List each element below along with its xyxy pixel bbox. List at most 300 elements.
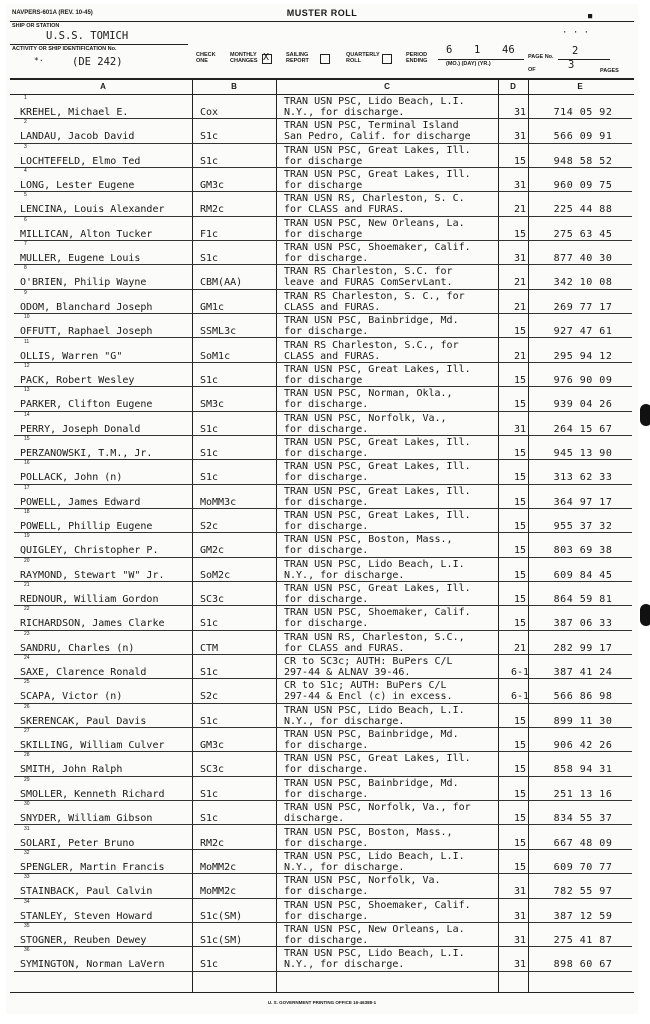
member-rate: S1c xyxy=(200,131,219,143)
member-rate: SC3c xyxy=(200,594,225,605)
row-number: 31 xyxy=(24,825,30,832)
remarks-line-2: N.Y., for discharge. xyxy=(284,569,405,581)
member-name: MILLICAN, Alton Tucker xyxy=(20,228,153,240)
table-row xyxy=(14,874,632,898)
member-name: POLLACK, John (n) xyxy=(20,472,123,484)
column-d-value: 15 xyxy=(513,861,527,873)
monthly-label: MONTHLY CHANGES xyxy=(230,52,258,64)
member-rate: S1c xyxy=(200,715,219,727)
remarks-line-1: TRAN USN PSC, Norfolk, Va., for xyxy=(284,802,471,814)
row-number: 10 xyxy=(24,314,30,321)
row-number: 36 xyxy=(24,947,30,954)
column-d-value: 21 xyxy=(513,350,527,362)
remarks-line-1: TRAN RS Charleston, S.C. for xyxy=(284,266,453,278)
remarks-line-1: CR to S1c; AUTH: BuPers C/L xyxy=(284,680,447,692)
member-rate: MoMM2c xyxy=(200,861,237,873)
column-d-value: 31 xyxy=(513,423,527,435)
remarks-line-1: TRAN USN PSC, Great Lakes, Ill. xyxy=(284,485,471,497)
table-row xyxy=(14,460,632,484)
row-number: 20 xyxy=(24,557,30,564)
table-row xyxy=(14,533,632,557)
member-name: ODOM, Blanchard Joseph xyxy=(20,301,153,313)
service-number: 976 90 09 xyxy=(553,374,613,386)
table-row xyxy=(14,679,632,703)
member-rate: S1c xyxy=(200,472,219,484)
remarks-line-2: 297-44 & ALNAV 39-46. xyxy=(284,667,411,679)
page-no-rule xyxy=(558,59,610,60)
row-number: 26 xyxy=(24,703,30,710)
column-d-value: 6-1 xyxy=(510,691,530,703)
period-rule xyxy=(438,59,524,60)
service-number: 264 15 67 xyxy=(553,423,613,435)
service-number: 898 60 67 xyxy=(553,959,613,971)
quarterly-checkbox xyxy=(382,54,392,64)
member-rate: CTM xyxy=(200,642,219,654)
column-d-value: 31 xyxy=(513,180,527,192)
service-number: 864 59 81 xyxy=(553,594,613,605)
table-row xyxy=(14,558,632,582)
remarks-line-2: for discharge xyxy=(284,180,363,192)
member-name: PACK, Robert Wesley xyxy=(20,374,135,386)
member-name: RICHARDSON, James Clarke xyxy=(20,618,165,630)
column-d-value: 15 xyxy=(513,764,527,776)
member-rate: SSML3c xyxy=(200,326,237,338)
remarks-line-1: TRAN USN RS, Charleston, S.C., xyxy=(284,631,465,643)
row-number: 32 xyxy=(24,849,30,856)
row-number: 34 xyxy=(24,898,30,905)
corner-marks: ■ xyxy=(588,12,593,20)
service-number: 927 47 61 xyxy=(553,326,613,338)
service-number: 387 06 33 xyxy=(553,618,613,630)
column-d-value: 15 xyxy=(513,472,527,484)
member-rate: GM3c xyxy=(200,740,225,752)
page-title: MUSTER ROLL xyxy=(286,8,358,18)
ship-name: U.S.S. TOMICH xyxy=(46,30,129,42)
row-number: 4 xyxy=(24,168,27,175)
row-number: 29 xyxy=(24,776,30,783)
remarks-line-1: TRAN USN PSC, Shoemaker, Calif. xyxy=(284,242,471,254)
page-no: 2 xyxy=(572,45,579,57)
row-number: 9 xyxy=(24,289,27,296)
column-d-value: 15 xyxy=(513,228,527,240)
period-month: 6 xyxy=(446,44,453,56)
remarks-line-2: for discharge. xyxy=(284,472,369,484)
remarks-line-1: TRAN USN PSC, Boston, Mass., xyxy=(284,534,453,546)
member-rate: S1c(SM) xyxy=(200,910,243,922)
service-number: 313 62 33 xyxy=(553,472,613,484)
column-d-value: 15 xyxy=(513,374,527,386)
row-number: 6 xyxy=(24,216,27,223)
member-rate: S1c xyxy=(200,667,219,679)
member-name: SKERENCAK, Paul Davis xyxy=(20,715,147,727)
remarks-line-1: TRAN USN PSC, Bainbridge, Md. xyxy=(284,777,459,789)
table-row xyxy=(14,217,632,241)
service-number: 275 63 45 xyxy=(553,228,613,240)
column-d-value: 31 xyxy=(513,107,527,118)
remarks-line-1: TRAN USN PSC, Lido Beach, L.I. xyxy=(284,704,465,716)
column-head-a: A xyxy=(100,82,106,91)
member-name: LENCINA, Louis Alexander xyxy=(20,204,165,216)
member-name: POWELL, James Edward xyxy=(20,496,141,508)
remarks-line-2: 297-44 & Encl (c) in excess. xyxy=(284,691,453,703)
service-number: 899 11 30 xyxy=(553,715,613,727)
member-rate: SoM1c xyxy=(200,350,231,362)
remarks-line-2: for discharge xyxy=(284,155,363,167)
column-d-value: 15 xyxy=(513,740,527,752)
column-d-value: 21 xyxy=(513,301,527,313)
table-row xyxy=(14,95,632,119)
remarks-line-2: for discharge. xyxy=(284,618,369,630)
remarks-line-2: for discharge. xyxy=(284,545,369,557)
of-label: OF xyxy=(528,67,536,73)
member-rate: SM3c xyxy=(200,399,225,411)
remarks-line-1: TRAN RS Charleston, S. C., for xyxy=(284,290,465,302)
remarks-line-1: TRAN USN PSC, Great Lakes, Ill. xyxy=(284,436,471,448)
remarks-line-1: TRAN USN PSC, Boston, Mass., xyxy=(284,826,453,838)
member-name: SPENGLER, Martin Francis xyxy=(20,861,165,873)
remarks-line-1: TRAN USN PSC, New Orleans, La. xyxy=(284,923,465,935)
period-day: 1 xyxy=(474,44,481,56)
member-rate: S1c xyxy=(200,155,219,167)
table-row xyxy=(14,801,632,825)
page-no-label: PAGE No. xyxy=(528,54,554,60)
period-year: 46 xyxy=(502,44,515,56)
table-row xyxy=(14,850,632,874)
remarks-line-2: CLASS and FURAS. xyxy=(284,301,381,313)
table-row xyxy=(14,509,632,533)
column-d-value: 31 xyxy=(513,959,527,971)
remarks-line-1: TRAN USN PSC, Norman, Okla., xyxy=(284,388,453,400)
member-name: QUIGLEY, Christopher P. xyxy=(20,545,159,557)
row-number: 17 xyxy=(24,484,30,491)
remarks-line-1: TRAN USN PSC, Norfolk, Va., xyxy=(284,412,447,424)
member-name: LANDAU, Jacob David xyxy=(20,131,135,143)
remarks-line-2: for discharge. xyxy=(284,740,369,752)
service-number: 877 40 30 xyxy=(553,253,613,265)
member-name: SOLARI, Peter Bruno xyxy=(20,837,135,849)
quarterly-label: QUARTERLY ROLL xyxy=(346,52,380,64)
table-row xyxy=(14,387,632,411)
column-head-c: C xyxy=(384,82,390,91)
column-head-d: D xyxy=(510,82,516,91)
monthly-mark: X xyxy=(263,52,270,63)
remarks-line-2: for discharge. xyxy=(284,423,369,435)
member-rate: SoM2c xyxy=(200,569,231,581)
remarks-line-2: for CLASS and FURAS. xyxy=(284,642,405,654)
row-number: 35 xyxy=(24,922,30,929)
table-row xyxy=(14,144,632,168)
table-row xyxy=(14,631,632,655)
table-row xyxy=(14,436,632,460)
service-number: 945 13 90 xyxy=(553,447,613,459)
table-row xyxy=(14,582,632,606)
remarks-line-2: for discharge xyxy=(284,228,363,240)
member-rate: GM3c xyxy=(200,180,225,192)
table-row xyxy=(14,119,632,143)
remarks-line-2: for discharge. xyxy=(284,253,369,265)
member-name: SCAPA, Victor (n) xyxy=(20,691,123,703)
member-rate: GM1c xyxy=(200,301,225,313)
member-rate: CBM(AA) xyxy=(200,277,243,289)
column-d-value: 31 xyxy=(513,131,527,143)
ship-rule xyxy=(10,44,188,45)
punch-hole-lower xyxy=(640,604,650,626)
remarks-line-1: TRAN USN PSC, Bainbridge, Md. xyxy=(284,315,459,327)
row-number: 7 xyxy=(24,241,27,248)
member-name: SYMINGTON, Norman LaVern xyxy=(20,959,165,971)
service-number: 342 10 08 xyxy=(553,277,613,289)
column-d-value: 15 xyxy=(513,520,527,532)
remarks-line-2: for discharge. xyxy=(284,837,369,849)
member-rate: S2c xyxy=(200,520,219,532)
member-name: RAYMOND, Stewart "W" Jr. xyxy=(20,569,165,581)
row-number: 2 xyxy=(24,119,27,126)
column-d-value: 15 xyxy=(513,447,527,459)
member-name: MULLER, Eugene Louis xyxy=(20,253,141,265)
service-number: 834 55 37 xyxy=(553,813,613,825)
remarks-line-2: for discharge. xyxy=(284,910,369,922)
column-d-value: 6-1 xyxy=(510,667,530,679)
table-row xyxy=(14,485,632,509)
service-number: 269 77 17 xyxy=(553,301,613,313)
row-rule xyxy=(14,971,632,972)
member-name: PERZANOWSKI, T.M., Jr. xyxy=(20,447,153,459)
service-number: 609 84 45 xyxy=(553,569,613,581)
table-row xyxy=(14,777,632,801)
pages-label: PAGES xyxy=(600,68,619,74)
remarks-line-1: TRAN USN PSC, Terminal Island xyxy=(284,120,459,132)
column-d-value: 15 xyxy=(513,715,527,727)
form-number: NAVPERS-601A (REV. 10-45) xyxy=(12,10,93,16)
row-number: 12 xyxy=(24,362,30,369)
activity-label: ACTIVITY OR SHIP IDENTIFICATION No. xyxy=(12,46,117,52)
column-d-value: 15 xyxy=(513,496,527,508)
member-rate: GM2c xyxy=(200,545,225,557)
member-rate: S1c xyxy=(200,423,219,435)
column-d-value: 15 xyxy=(513,326,527,338)
row-number: 1 xyxy=(24,95,27,101)
service-number: 960 09 75 xyxy=(553,180,613,192)
member-name: PERRY, Joseph Donald xyxy=(20,423,141,435)
remarks-line-1: TRAN USN PSC, Norfolk, Va. xyxy=(284,875,441,887)
remarks-line-2: N.Y., for discharge. xyxy=(284,861,405,873)
member-rate: RM2c xyxy=(200,204,225,216)
remarks-line-1: TRAN USN PSC, Lido Beach, L.I. xyxy=(284,96,465,107)
member-rate: Cox xyxy=(200,107,219,118)
row-number: 8 xyxy=(24,265,27,272)
member-name: POWELL, Phillip Eugene xyxy=(20,520,153,532)
service-number: 225 44 88 xyxy=(553,204,613,216)
remarks-line-2: San Pedro, Calif. for discharge xyxy=(284,131,471,143)
printer-footer: U. S. GOVERNMENT PRINTING OFFICE 16-46388-1 xyxy=(267,1000,377,1005)
member-rate: SC3c xyxy=(200,764,225,776)
member-name: PARKER, Clifton Eugene xyxy=(20,399,153,411)
remarks-line-1: TRAN USN PSC, Great Lakes, Ill. xyxy=(284,753,471,765)
row-number: 28 xyxy=(24,752,30,759)
service-number: 387 41 24 xyxy=(553,667,613,679)
member-name: SMITH, John Ralph xyxy=(20,764,123,776)
member-rate: S1c xyxy=(200,447,219,459)
member-name: KREHEL, Michael E. xyxy=(20,107,129,118)
row-number: 27 xyxy=(24,728,30,735)
remarks-line-1: TRAN USN PSC, Great Lakes, Ill. xyxy=(284,144,471,156)
remarks-line-1: TRAN USN PSC, Lido Beach, L.I. xyxy=(284,850,465,862)
member-rate: RM2c xyxy=(200,837,225,849)
remarks-line-1: TRAN RS Charleston, S.C., for xyxy=(284,339,459,351)
remarks-line-2: for discharge. xyxy=(284,788,369,800)
column-d-value: 15 xyxy=(513,813,527,825)
member-name: OLLIS, Warren "G" xyxy=(20,350,123,362)
service-number: 667 48 09 xyxy=(553,837,613,849)
service-number: 609 70 77 xyxy=(553,861,613,873)
table-row xyxy=(14,704,632,728)
member-name: OFFUTT, Raphael Joseph xyxy=(20,326,153,338)
ship-label: SHIP OR STATION xyxy=(12,23,60,29)
remarks-line-2: N.Y., for discharge. xyxy=(284,715,405,727)
remarks-line-2: N.Y., for discharge. xyxy=(284,959,405,971)
remarks-line-1: TRAN USN RS, Charleston, S. C. xyxy=(284,193,465,205)
remarks-line-1: TRAN USN PSC, Great Lakes, Ill. xyxy=(284,509,471,521)
member-rate: MoMM2c xyxy=(200,886,237,898)
member-rate: S1c xyxy=(200,813,219,825)
row-number: 11 xyxy=(24,338,30,345)
remarks-line-1: TRAN USN PSC, Great Lakes, Ill. xyxy=(284,461,471,473)
remarks-line-2: for discharge. xyxy=(284,326,369,338)
row-number: 21 xyxy=(24,582,30,588)
member-name: LOCHTEFELD, Elmo Ted xyxy=(20,155,141,167)
row-number: 14 xyxy=(24,411,30,418)
table-row xyxy=(14,290,632,314)
member-name: O'BRIEN, Philip Wayne xyxy=(20,277,147,289)
column-d-value: 15 xyxy=(513,399,527,411)
service-number: 251 13 16 xyxy=(553,788,613,800)
top-dots: · · · xyxy=(562,28,590,38)
remarks-line-2: N.Y., for discharge. xyxy=(284,107,405,118)
table-row xyxy=(14,192,632,216)
table-row xyxy=(14,947,632,971)
remarks-line-2: for discharge. xyxy=(284,934,369,946)
remarks-line-1: CR to SC3c; AUTH: BuPers C/L xyxy=(284,656,453,668)
table-row xyxy=(14,655,632,679)
hull-number: (DE 242) xyxy=(72,56,123,68)
row-number: 16 xyxy=(24,460,30,467)
column-d-value: 31 xyxy=(513,934,527,946)
table-row xyxy=(14,339,632,363)
remarks-line-1: TRAN USN PSC, Shoemaker, Calif. xyxy=(284,899,471,911)
service-number: 387 12 59 xyxy=(553,910,613,922)
remarks-line-2: CLASS and FURAS. xyxy=(284,350,381,362)
member-rate: S1c xyxy=(200,618,219,630)
asterisk-mark: *· xyxy=(34,56,44,65)
column-d-value: 31 xyxy=(513,910,527,922)
column-d-value: 21 xyxy=(513,277,527,289)
column-d-value: 21 xyxy=(513,642,527,654)
service-number: 782 55 97 xyxy=(553,886,613,898)
member-name: LONG, Lester Eugene xyxy=(20,180,135,192)
remarks-line-1: TRAN USN PSC, Great Lakes, Ill. xyxy=(284,169,471,181)
service-number: 948 58 52 xyxy=(553,155,613,167)
period-units: (MO.) (DAY) (YR.) xyxy=(446,61,491,67)
service-number: 364 97 17 xyxy=(553,496,613,508)
remarks-line-2: for discharge. xyxy=(284,447,369,459)
table-row xyxy=(14,899,632,923)
member-rate: S1c xyxy=(200,253,219,265)
remarks-line-2: for discharge. xyxy=(284,399,369,411)
member-rate: S1c xyxy=(200,374,219,386)
member-name: SNYDER, William Gibson xyxy=(20,813,153,825)
remarks-line-2: for discharge xyxy=(284,374,363,386)
member-name: SAXE, Clarence Ronald xyxy=(20,667,147,679)
table-row xyxy=(14,168,632,192)
row-number: 18 xyxy=(24,508,30,515)
sailing-checkbox xyxy=(320,54,330,64)
row-number: 23 xyxy=(24,630,30,637)
row-number: 3 xyxy=(24,143,27,150)
member-name: REDNOUR, William Gordon xyxy=(20,594,159,605)
table-row xyxy=(14,265,632,289)
member-name: STANLEY, Steven Howard xyxy=(20,910,153,922)
service-number: 803 69 38 xyxy=(553,545,613,557)
column-d-value: 31 xyxy=(513,253,527,265)
remarks-line-1: TRAN USN PSC, Lido Beach, L.I. xyxy=(284,558,465,570)
column-d-value: 15 xyxy=(513,569,527,581)
member-rate: S2c xyxy=(200,691,219,703)
table-row xyxy=(14,363,632,387)
row-number: 15 xyxy=(24,435,30,442)
column-d-value: 15 xyxy=(513,594,527,605)
header-top-rule xyxy=(10,21,634,22)
member-name: SANDRU, Charles (n) xyxy=(20,642,135,654)
column-head-e: E xyxy=(577,82,583,91)
remarks-line-1: TRAN USN PSC, New Orleans, La. xyxy=(284,217,465,229)
row-number: 19 xyxy=(24,533,30,540)
service-number: 906 42 26 xyxy=(553,740,613,752)
table-row xyxy=(14,923,632,947)
column-d-value: 15 xyxy=(513,837,527,849)
row-number: 33 xyxy=(24,874,30,881)
remarks-line-1: TRAN USN PSC, Shoemaker, Calif. xyxy=(284,607,471,619)
period-label: PERIOD ENDING xyxy=(406,52,428,64)
remarks-line-1: TRAN USN PSC, Bainbridge, Md. xyxy=(284,729,459,741)
table-row xyxy=(14,606,632,630)
sailing-label: SAILING REPORT xyxy=(286,52,309,64)
member-rate: MoMM3c xyxy=(200,496,237,508)
table-bottom-rule xyxy=(10,992,634,993)
table-row xyxy=(14,826,632,850)
table-row xyxy=(14,752,632,776)
service-number: 858 94 31 xyxy=(553,764,613,776)
table-row xyxy=(14,241,632,265)
column-d-value: 15 xyxy=(513,618,527,630)
row-number: 5 xyxy=(24,192,27,199)
remarks-line-2: discharge. xyxy=(284,813,345,825)
table-row xyxy=(14,728,632,752)
member-name: SMOLLER, Kenneth Richard xyxy=(20,788,165,800)
member-rate: S1c(SM) xyxy=(200,934,243,946)
service-number: 939 04 26 xyxy=(553,399,613,411)
row-number: 25 xyxy=(24,679,30,686)
row-number: 22 xyxy=(24,606,30,613)
service-number: 282 99 17 xyxy=(553,642,613,654)
service-number: 955 37 32 xyxy=(553,520,613,532)
remarks-line-2: leave and FURAS ComServLant. xyxy=(284,277,453,289)
column-d-value: 21 xyxy=(513,204,527,216)
remarks-line-2: for CLASS and FURAS. xyxy=(284,204,405,216)
remarks-line-1: TRAN USN PSC, Great Lakes, Ill. xyxy=(284,363,471,375)
column-d-value: 31 xyxy=(513,886,527,898)
remarks-line-1: TRAN USN PSC, Lido Beach, L.I. xyxy=(284,948,465,960)
column-d-value: 15 xyxy=(513,155,527,167)
